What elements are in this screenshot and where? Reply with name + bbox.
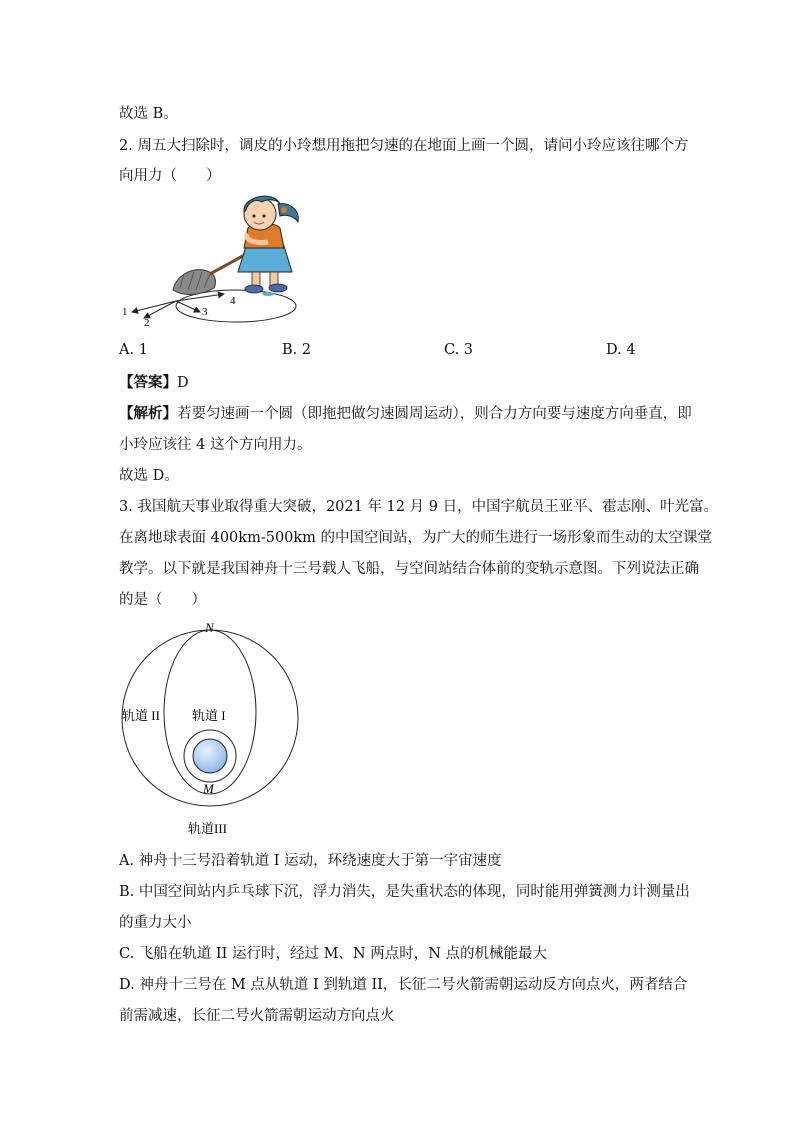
q3-option-b-line1: B. 中国空间站内乒乓球下沉，浮力消失，是失重状态的体现，同时能用弹簧测力计测量出: [119, 884, 690, 900]
q3-option-d-line1: D. 神舟十三号在 M 点从轨道 I 到轨道 II，长征二号火箭需朝运动反方向点火，两者结合: [119, 977, 688, 993]
label-n: N: [205, 620, 214, 635]
arrow-4: [176, 294, 224, 301]
q2-answer: [119, 373, 189, 393]
answer-label: 【答案】: [119, 374, 177, 391]
q3-stem-line3: 教学。以下就是我国神舟十三号载人飞船，与空间站结合体前的变轨示意图。下列说法正确: [119, 561, 699, 577]
q3-option-a: A. 神舟十三号沿着轨道 I 运动，环绕速度大于第一宇宙速度: [119, 853, 502, 869]
q2-stem-line1: 2. 周五大扫除时，调皮的小玲想用拖把匀速的在地面上画一个圆，请问小玲应该往哪个方: [119, 138, 689, 154]
analysis-text: 若要匀速画一个圆（即拖把做匀速圆周运动），则合力方向要与速度方向垂直，即: [177, 406, 692, 422]
q3-option-b-line2: 的重力大小: [119, 915, 192, 931]
arrow-label-3: 3: [202, 306, 208, 318]
q2-stem-line2: 向用力（ ）: [119, 168, 221, 184]
arrow-3: [176, 301, 200, 312]
label-m: M: [203, 781, 214, 796]
mop-head: [173, 270, 216, 295]
q2-option-b: B. 2: [282, 342, 312, 358]
girl-illustration: [238, 196, 298, 293]
q3-stem-line2: 在离地球表面 400km-500km 的中国空间站，为广大的师生进行一场形象而生动的太空课堂: [119, 530, 713, 546]
q2-analysis-line1: [119, 404, 692, 424]
arrow-2: [144, 301, 176, 318]
label-orbit2: 轨道 II: [122, 708, 160, 723]
q2-conclusion: 故选 D。: [119, 468, 179, 484]
q2-mop-figure: [118, 194, 308, 334]
q3-stem-line1: 3. 我国航天事业取得重大突破，2021 年 12 月 9 日，中国宇航员王亚平、霍志刚、叶光富。: [119, 499, 719, 515]
label-orbit1: 轨道 I: [192, 708, 226, 723]
q2-option-d: D. 4: [606, 342, 636, 358]
q3-orbit-figure: [118, 618, 308, 842]
arrow-label-4: 4: [230, 295, 236, 307]
q1-conclusion: 故选 B。: [119, 106, 178, 122]
q2-option-c: C. 3: [444, 342, 474, 358]
q3-option-c: C. 飞船在轨道 II 运行时，经过 M、N 两点时，N 点的机械能最大: [119, 946, 548, 962]
label-orbit3: 轨道III: [188, 821, 227, 836]
arrow-label-1: 1: [122, 306, 128, 318]
q2-analysis-line2: 小玲应该往 4 这个方向用力。: [119, 437, 312, 453]
answer-value: D: [177, 375, 189, 391]
earth: [193, 739, 227, 773]
q3-stem-line4: 的是（ ）: [119, 592, 206, 608]
analysis-label: 【解析】: [119, 405, 177, 422]
q3-option-d-line2: 前需减速，长征二号火箭需朝运动方向点火: [119, 1008, 395, 1024]
q2-option-a: A. 1: [119, 342, 148, 358]
arrow-label-2: 2: [144, 317, 150, 329]
arrow-1: [132, 301, 176, 312]
